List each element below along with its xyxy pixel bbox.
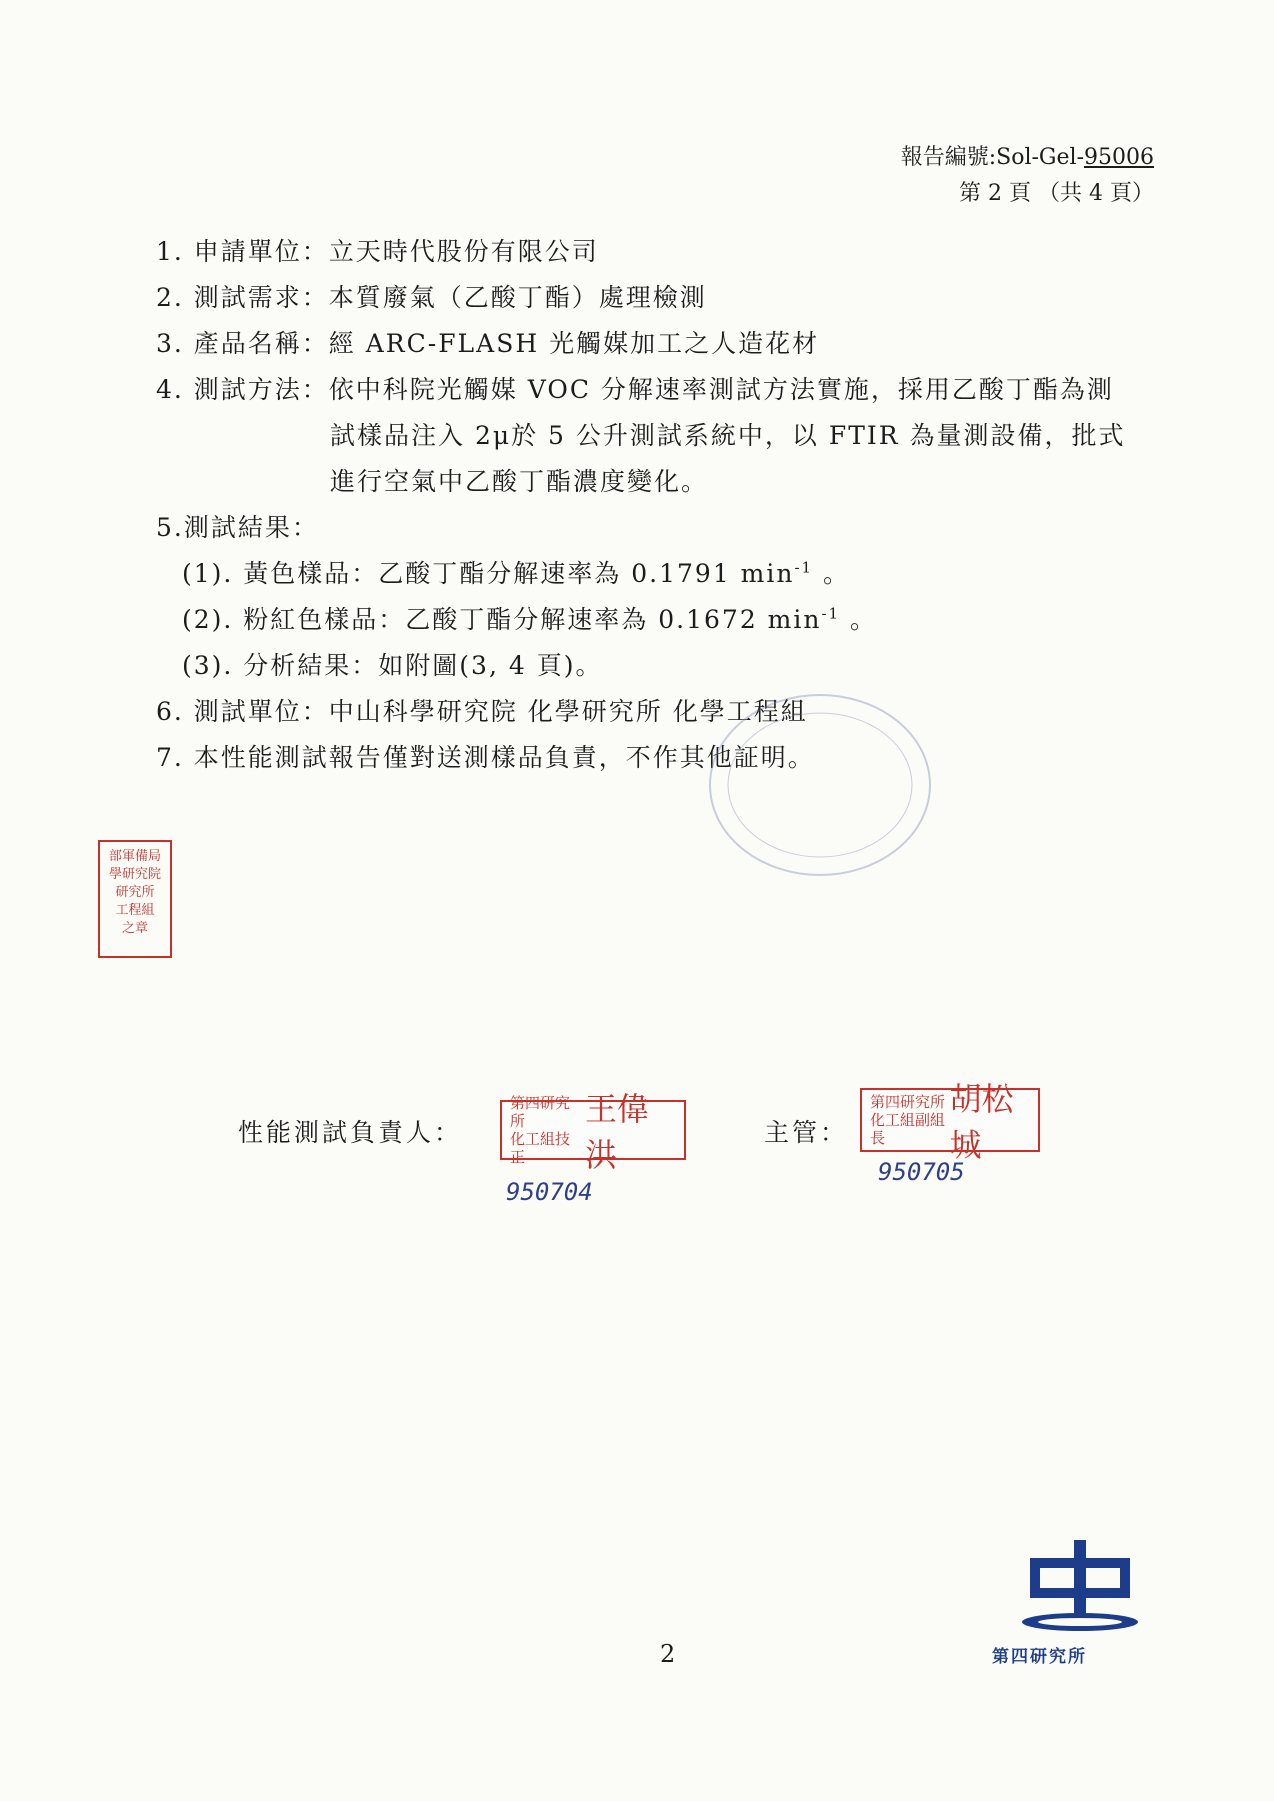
page-number: 2 bbox=[660, 1640, 676, 1668]
manager-date: 950705 bbox=[878, 1158, 965, 1186]
report-number-value: 95006 bbox=[1084, 145, 1154, 170]
result-pink-sample: (2). 粉紅色樣品：乙酸丁酯分解速率為 0.1672 $\min^{-1}$ 。 bbox=[182, 604, 878, 634]
report-number-label: 報告編號:Sol-Gel- bbox=[900, 145, 1084, 170]
result-analysis: (3). 分析結果：如附圖(3, 4 頁)。 bbox=[182, 651, 603, 680]
item-test-method-line2: 試樣品注入 2μ於 5 公升測試系統中，以 FTIR 為量測設備，批式 bbox=[330, 421, 1126, 450]
tester-label: 性能測試負責人： bbox=[238, 1118, 463, 1147]
faint-oval-stamp bbox=[710, 695, 930, 875]
item-test-method-line3: 進行空氣中乙酸丁酯濃度變化。 bbox=[330, 467, 709, 496]
item-test-requirement: 2. 測試需求：本質廢氣（乙酸丁酯）處理檢測 bbox=[156, 283, 707, 312]
manager-seal: 第四研究所 化工組副組長 胡松城 bbox=[860, 1088, 1040, 1152]
item-test-unit: 6. 測試單位：中山科學研究院 化學研究所 化學工程組 bbox=[156, 697, 808, 726]
side-red-stamp: 部軍備局 學研究院 研究所 工程組 之章 bbox=[98, 840, 172, 958]
item-disclaimer: 7. 本性能測試報告僅對送測樣品負責，不作其他証明。 bbox=[156, 743, 815, 772]
tester-date: 950704 bbox=[506, 1178, 593, 1206]
item-test-results-title: 5.測試結果： bbox=[156, 513, 319, 542]
fourth-institute-logo bbox=[1022, 1540, 1138, 1631]
result-yellow-sample: (1). 黃色樣品：乙酸丁酯分解速率為 0.1791 $\min^{-1}$ 。 bbox=[182, 558, 851, 588]
manager-name: 胡松城 bbox=[949, 1080, 1014, 1164]
page-info: 第 2 頁 （共 4 頁） bbox=[959, 181, 1154, 206]
logo-text: 第四研究所 bbox=[992, 1647, 1087, 1667]
item-test-method: 4. 測試方法：依中科院光觸媒 VOC 分解速率測試方法實施，採用乙酸丁酯為測 bbox=[156, 375, 1114, 404]
tester-seal: 第四研究所 化工組技正 王偉洪 bbox=[500, 1100, 686, 1160]
item-applicant: 1. 申請單位：立天時代股份有限公司 bbox=[156, 237, 599, 266]
item-product-name: 3. 產品名稱：經 ARC-FLASH 光觸媒加工之人造花材 bbox=[156, 329, 820, 358]
tester-name: 王偉洪 bbox=[585, 1090, 650, 1174]
manager-label: 主管： bbox=[764, 1118, 849, 1147]
